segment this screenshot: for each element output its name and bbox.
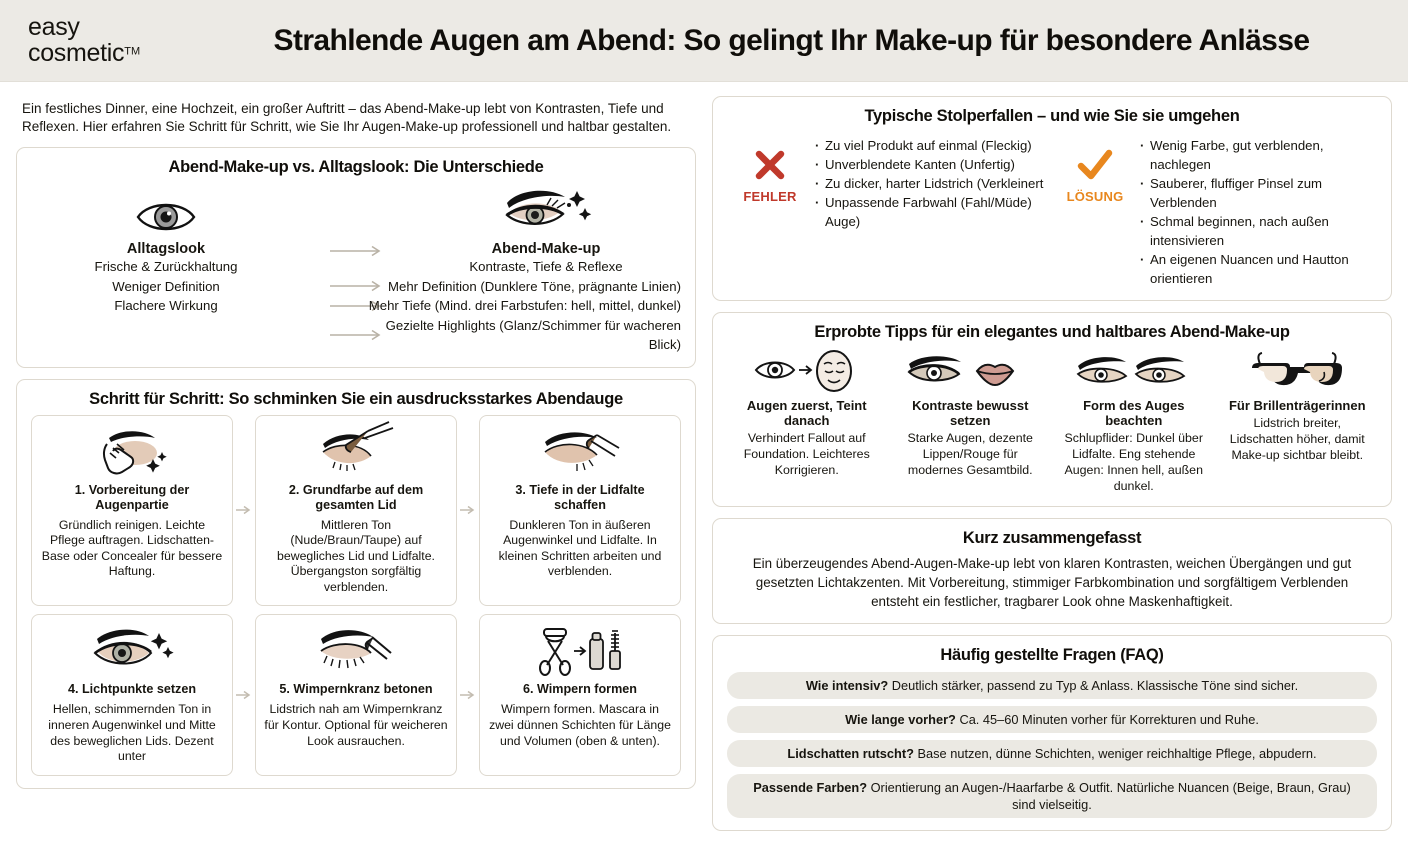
comparison-right-heading: Abend-Make-up (491, 241, 601, 257)
tip-item-1 (727, 348, 887, 494)
faq-answer: Ca. 45–60 Minuten vorher für Korrekturen und Ruhe. (955, 712, 1259, 727)
comparison-right-sub: Kontraste, Tiefe & Reflexe (469, 259, 623, 274)
eyeliner-pen-icon (264, 623, 448, 679)
comparison-row (31, 316, 681, 355)
list-item: · Wenig Farbe, gut verblenden, nachlegen (1138, 136, 1377, 174)
eye-crease-brush-icon (488, 424, 672, 480)
error-marker (727, 134, 813, 204)
list-item: · An eigenen Nuancen und Hautton orientieren (1138, 250, 1377, 288)
comparison-row-right: Gezielte Highlights (Glanz/Schimmer für wacheren Blick) (385, 317, 681, 352)
list-item: · Sauberer, fluffiger Pinsel zum Verblenden (1138, 174, 1377, 212)
left-column (16, 96, 704, 831)
check-icon (1076, 148, 1114, 182)
tip-title: Form des Auges beachten (1083, 398, 1185, 428)
comparison-row (31, 277, 681, 297)
eye-to-face-icon (731, 348, 883, 394)
comparison-row (31, 296, 681, 316)
tip-title: Augen zuerst, Teint danach (746, 398, 867, 428)
tip-description: Lidstrich breiter, Lidschatten höher, damit Make-up sichtbar bleibt. (1229, 416, 1365, 462)
pitfalls-title: Typische Stolperfallen – und wie Sie sie umgehen (864, 107, 1240, 125)
faq-answer: Orientierung an Augen-/Haarfarbe & Outfit. Natürliche Nuancen (Beige, Braun, Grau) sind vielseitig. (867, 780, 1351, 812)
brand-logo (0, 15, 205, 66)
faq-answer: Base nutzen, dünne Schichten, weniger reichhaltige Pflege, abpudern. (913, 746, 1317, 761)
tip-description: Verhindert Fallout auf Foundation. Leichteres Korrigieren. (743, 431, 870, 477)
step-card-6 (479, 614, 681, 775)
arrow-right-icon (799, 366, 811, 374)
page-header (0, 0, 1408, 82)
hand-cleansing-eye-icon (40, 424, 224, 480)
arrow-right-icon (328, 245, 384, 257)
step-description: Dunkleren Ton in äußeren Augenwinkel und Lidfalte. In kleinen Schritten arbeiten und verblenden. (498, 517, 662, 579)
tips-card (712, 312, 1392, 507)
trademark-mark: TM (124, 45, 141, 58)
steps-card (16, 379, 696, 789)
list-item: · Schmal beginnen, nach außen intensivieren (1138, 212, 1377, 250)
step-connector-arrow-3 (233, 614, 255, 775)
list-item: · Zu dicker, harter Lidstrich (Verkleinert (813, 174, 1052, 193)
steps-row-bottom (31, 614, 681, 775)
comparison-title: Abend-Make-up vs. Alltagslook: Die Unterschiede (168, 158, 544, 176)
step-description: Hellen, schimmernden Ton in inneren Augenwinkel und Mitte des beweglichen Lids. Dezent unter (48, 702, 216, 764)
page-body (0, 82, 1408, 841)
faq-question: Passende Farben? (753, 780, 868, 795)
glam-eye-icon (411, 183, 681, 235)
right-column (704, 96, 1392, 831)
tip-item-3 (1054, 348, 1214, 494)
faq-question: Lidschatten rutscht? (787, 746, 914, 761)
solution-marker (1052, 134, 1138, 204)
tip-description: Schlupflider: Dunkel über Lidfalte. Eng stehende Augen: Innen hell, außen dunkel. (1064, 431, 1203, 493)
page-title: Strahlende Augen am Abend: So gelingt Ihr Make-up für besondere Anlässe (273, 23, 1310, 57)
list-item: · Unverblendete Kanten (Unfertig) (813, 155, 1052, 174)
solution-label: LÖSUNG (1066, 189, 1124, 204)
two-eyes-icon (1058, 348, 1210, 394)
intro-paragraph: Ein festliches Dinner, eine Hochzeit, ein großer Auftritt – das Abend-Make-up lebt von Kontrasten, Tiefe und Reflexen. Hier erfahren Sie Schritt für Schritt, wie Sie Ihr Augen-Make-up professionell und haltbar gestalten. (22, 101, 672, 134)
comparison-row-right: Mehr Definition (Dunklere Töne, prägnante Linien) (388, 278, 681, 294)
arrow-right-icon (235, 689, 253, 701)
brand-line-1: easy (28, 13, 80, 41)
step-title: 1. Vorbereitung der Augenpartie (74, 482, 190, 512)
comparison-rows (31, 277, 681, 355)
step-description: Mittleren Ton (Nude/Braun/Taupe) auf bewegliches Lid und Lidfalte. Übergangston sorgfältig verblenden. (277, 517, 435, 594)
step-card-3 (479, 415, 681, 607)
comparison-row-left: Weniger Definition (112, 278, 220, 294)
comparison-left-heading: Alltagslook (126, 241, 206, 257)
step-title: 2. Grundfarbe auf dem gesamten Lid (288, 482, 424, 512)
step-connector-arrow-2 (457, 415, 479, 607)
plain-eye-icon (31, 183, 301, 235)
step-card-1 (31, 415, 233, 607)
comparison-row-left: Flachere Wirkung (114, 298, 218, 313)
faq-item-3[interactable] (727, 740, 1377, 767)
step-title: 6. Wimpern formen (523, 682, 637, 697)
faq-card (712, 635, 1392, 831)
faq-item-2[interactable] (727, 706, 1377, 733)
step-description: Wimpern formen. Mascara in zwei dünnen Schichten für Länge und Volumen (oben & unten). (489, 702, 671, 748)
step-card-4 (31, 614, 233, 775)
summary-title: Kurz zusammengefasst (962, 529, 1142, 547)
eye-and-lips-icon (895, 348, 1047, 394)
tip-title: Kontraste bewusst setzen (912, 398, 1029, 428)
cross-icon (753, 148, 787, 182)
comparison-row-right: Mehr Tiefe (Mind. drei Farbstufen: hell, mittel, dunkel) (368, 298, 681, 313)
step-title: 5. Wimpernkranz betonen (279, 682, 433, 697)
error-list (813, 134, 1052, 231)
tip-description: Starke Augen, dezente Lippen/Rouge für modernes Gesamtbild. (907, 431, 1033, 477)
brand-line-2: cosmetic (28, 39, 125, 67)
eye-sparkle-highlight-icon (40, 623, 224, 679)
tip-item-4 (1218, 348, 1378, 494)
pitfalls-card (712, 96, 1392, 301)
steps-row-top (31, 415, 681, 607)
faq-title: Häufig gestellte Fragen (FAQ) (940, 646, 1164, 664)
comparison-left (31, 183, 301, 277)
error-label: FEHLER (743, 189, 797, 204)
step-connector-arrow-1 (233, 415, 255, 607)
faq-question: Wie intensiv? (805, 678, 889, 693)
step-description: Lidstrich nah am Wimpernkranz für Kontur. Optional für weicheren Look ausrauchen. (264, 702, 448, 748)
arrow-right-icon (459, 689, 477, 701)
arrow-right-icon (235, 504, 253, 516)
summary-card (712, 518, 1392, 624)
step-connector-arrow-4 (457, 614, 479, 775)
list-item: · Unpassende Farbwahl (Fahl/Müde) Auge) (813, 193, 1052, 231)
step-description: Gründlich reinigen. Leichte Pflege auftragen. Lidschatten-Base oder Concealer für bessere Haftung. (41, 517, 223, 579)
summary-text: Ein überzeugendes Abend-Augen-Make-up lebt von klaren Kontrasten, weichen Übergängen und gut gesetzten Lichtakzenten. Mit Vorbereitung, stimmiger Farbkombination und sorgfältigem Verblenden entsteht ein festlicher, tragbarer Look ohne Maskenhaftigkeit. (752, 556, 1352, 609)
curler-mascara-icon (488, 623, 672, 679)
arrow-right-icon (574, 647, 585, 655)
faq-answer: Deutlich stärker, passend zu Typ & Anlass. Klassische Töne sind sicher. (888, 678, 1299, 693)
faq-question: Wie lange vorher? (845, 712, 956, 727)
step-card-2 (255, 415, 457, 607)
arrow-right-icon (459, 504, 477, 516)
solution-list (1138, 134, 1377, 288)
tip-item-2 (891, 348, 1051, 494)
tips-title: Erprobte Tipps für ein elegantes und haltbares Abend-Make-up (814, 323, 1290, 341)
comparison-arrow-top-cell (301, 183, 411, 257)
faq-item-4[interactable] (727, 774, 1377, 818)
tip-title: Für Brillenträgerinnen (1228, 398, 1366, 413)
comparison-right (411, 183, 681, 277)
faq-item-1[interactable] (727, 672, 1377, 699)
step-card-5 (255, 614, 457, 775)
step-title: 3. Tiefe in der Lidfalte schaffen (515, 482, 645, 512)
comparison-card (16, 147, 696, 368)
comparison-left-sub: Frische & Zurückhaltung (94, 259, 238, 274)
step-title: 4. Lichtpunkte setzen (67, 682, 197, 697)
steps-title: Schritt für Schritt: So schminken Sie ein ausdrucksstarkes Abendauge (89, 389, 623, 408)
list-item: · Zu viel Produkt auf einmal (Fleckig) (813, 136, 1052, 155)
glasses-icon (1222, 348, 1374, 394)
eye-brush-base-icon (264, 424, 448, 480)
